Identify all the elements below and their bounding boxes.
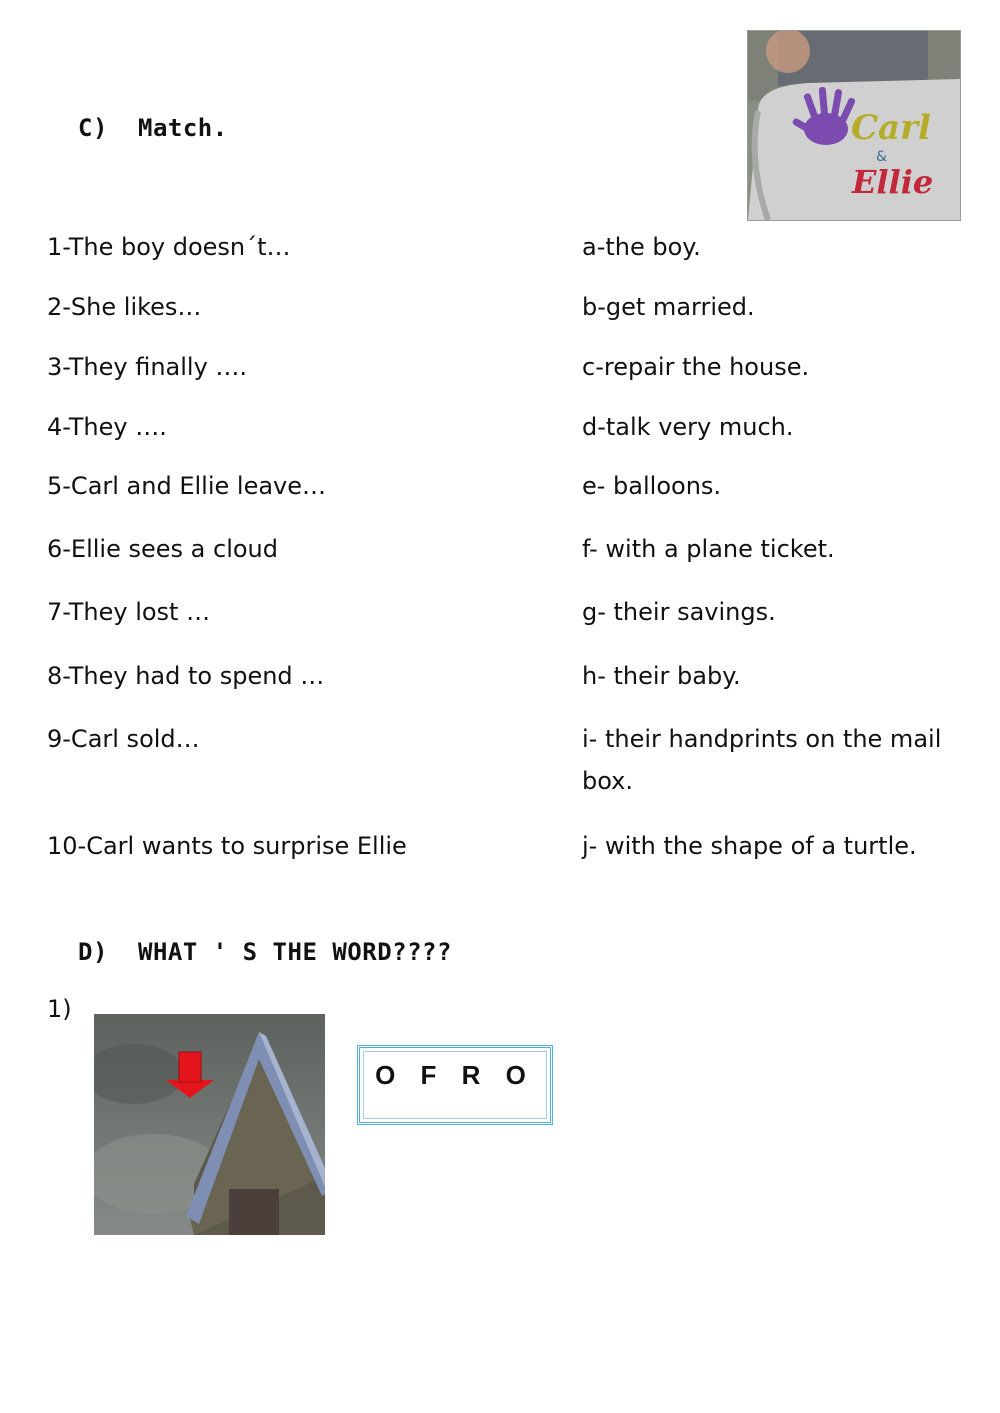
mailbox-name-ellie: Ellie xyxy=(852,163,934,201)
section-c-letter: C) xyxy=(78,114,108,142)
match-right-j: j- with the shape of a turtle. xyxy=(582,832,917,860)
scrambled-word: O F R O xyxy=(375,1060,535,1090)
match-right-e: e- balloons. xyxy=(582,472,722,500)
mailbox-name-carl: Carl xyxy=(851,108,931,148)
section-c-heading xyxy=(78,114,228,142)
match-left-10: 10-Carl wants to surprise Ellie xyxy=(47,832,407,860)
mailbox-ampersand: & xyxy=(876,149,887,165)
puzzle-number: 1) xyxy=(47,995,72,1023)
match-right-h: h- their baby. xyxy=(582,662,741,690)
match-right-c: c-repair the house. xyxy=(582,353,810,381)
match-right-d: d-talk very much. xyxy=(582,413,794,441)
match-left-5: 5-Carl and Ellie leave… xyxy=(47,472,327,500)
match-right-f: f- with a plane ticket. xyxy=(582,535,835,563)
mailbox-illustration xyxy=(748,31,960,220)
match-left-6: 6-Ellie sees a cloud xyxy=(47,535,278,563)
mailbox-image xyxy=(747,30,961,221)
section-d-heading xyxy=(78,938,452,966)
match-left-9: 9-Carl sold… xyxy=(47,725,200,753)
match-left-3: 3-They finally …. xyxy=(47,353,248,381)
scrambled-word-box xyxy=(357,1045,553,1125)
match-left-8: 8-They had to spend … xyxy=(47,662,325,690)
section-d-title: WHAT ' S THE WORD???? xyxy=(138,938,452,966)
match-right-b: b-get married. xyxy=(582,293,755,321)
match-right-a: a-the boy. xyxy=(582,233,701,261)
match-left-7: 7-They lost … xyxy=(47,598,211,626)
house-illustration xyxy=(94,1014,325,1235)
match-left-2: 2-She likes… xyxy=(47,293,202,321)
section-c-title: Match. xyxy=(138,114,228,142)
match-right-i: i- their handprints on the mail box. xyxy=(582,725,942,795)
match-left-1: 1-The boy doesn´t… xyxy=(47,233,291,261)
match-left-4: 4-They …. xyxy=(47,413,167,441)
match-right-g: g- their savings. xyxy=(582,598,776,626)
house-roof-image xyxy=(94,1014,325,1235)
section-d-letter: D) xyxy=(78,938,108,966)
